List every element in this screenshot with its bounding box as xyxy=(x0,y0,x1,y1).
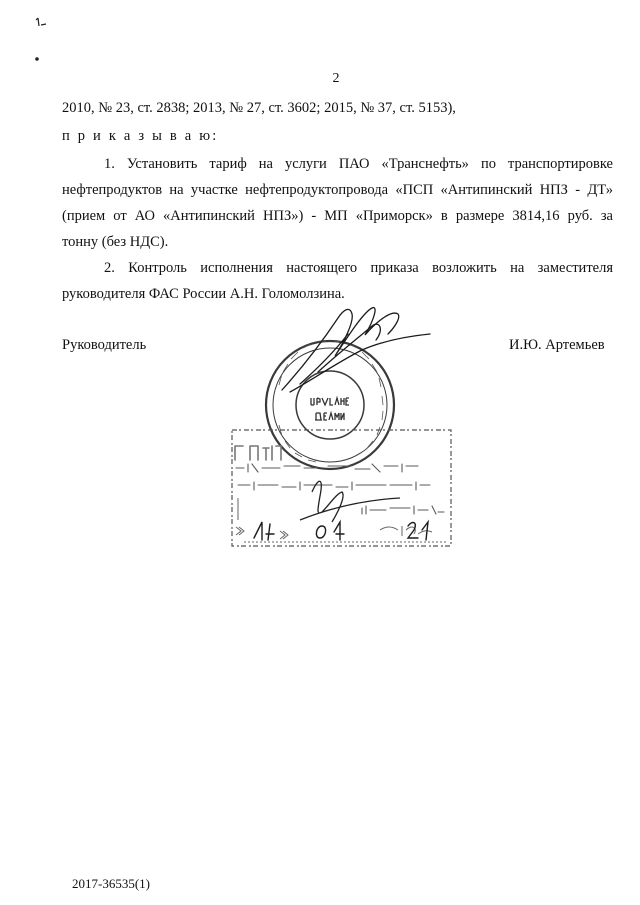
document-number: 2017-36535(1) xyxy=(72,876,150,891)
item-1-line-1: 1. Установить тариф на услуги ПАО «Транснефть» по транспортировке xyxy=(104,156,613,172)
item-2-line-2: руководителя ФАС России А.Н. Голомолзина. xyxy=(62,286,345,302)
item-1-line-4: тонну (без НДС). xyxy=(62,234,169,250)
official-seal xyxy=(266,341,394,469)
handwritten-signature xyxy=(282,308,430,392)
signature-position-title: Руководитель xyxy=(62,337,147,353)
signer-name: И.Ю. Артемьев xyxy=(509,337,605,353)
copy-stamp xyxy=(232,430,451,546)
body-line-references: 2010, № 23, ст. 2838; 2013, № 27, ст. 3602; 2015, № 37, ст. 5153), xyxy=(62,100,456,116)
page-number: 2 xyxy=(332,71,340,86)
item-1-line-3: (прием от АО «Антипинский НПЗ») - МП «Приморск» в размере 3814,16 руб. за xyxy=(62,208,613,224)
order-word: п р и к а з ы в а ю: xyxy=(62,128,219,144)
item-2-line-1: 2. Контроль исполнения настоящего приказа возложить на заместителя xyxy=(104,260,613,276)
item-1-line-2: нефтепродуктов на участке нефтепродуктопровода «ПСП «Антипинский НПЗ - ДТ» xyxy=(62,182,613,198)
